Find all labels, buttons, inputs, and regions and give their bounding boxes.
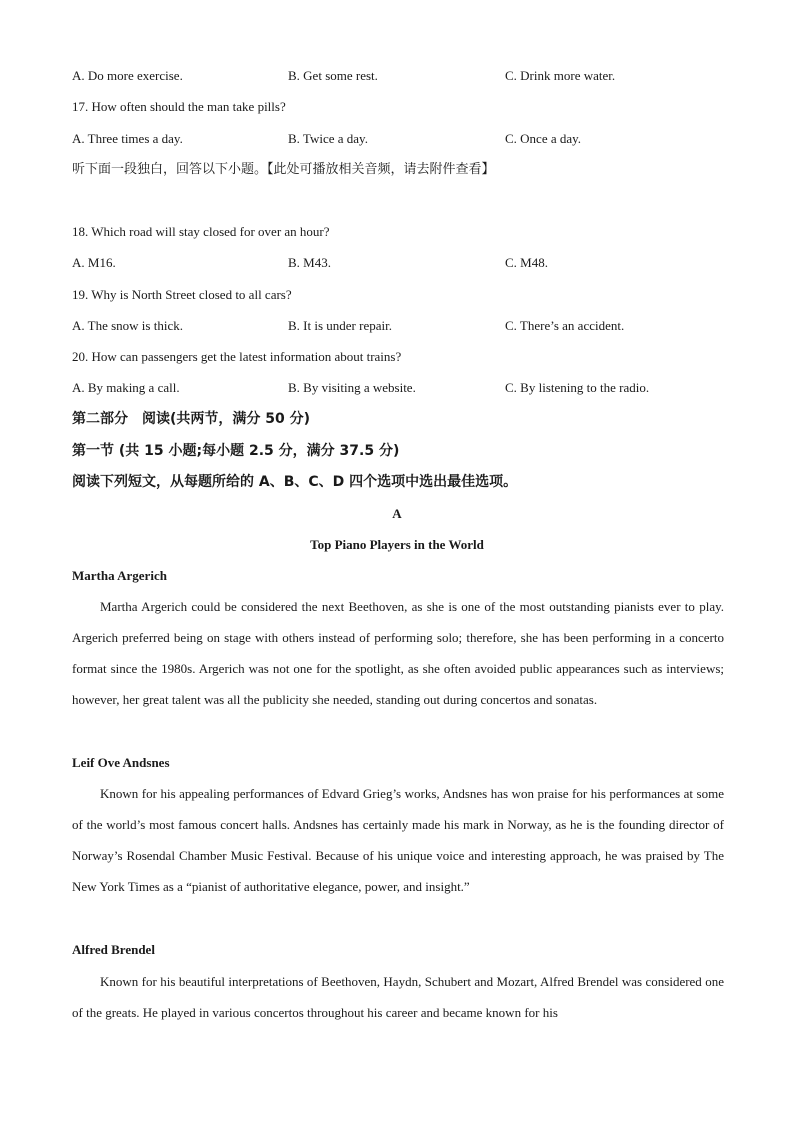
q19-option-a: A. The snow is thick.	[72, 318, 183, 333]
q16-options	[72, 67, 732, 85]
q20-option-b: B. By visiting a website.	[288, 380, 416, 395]
q16-option-b: B. Get some rest.	[288, 68, 378, 83]
passage-letter: A	[392, 506, 402, 521]
reading-instruction: 阅读下列短文，从每题所给的 A、B、C、D 四个选项中选出最佳选项。	[72, 474, 518, 490]
q20-options	[72, 379, 732, 397]
paragraph: Known for his appealing performances of Edvard Grieg’s works, Andsnes has won praise for his performances at some of the world’s most famous concert halls. Andsnes has certainly made his mark in Norway, as he is the founding director of Norway’s Rosendal Chamber Music Festival. Because of his unique voice and interesting approach, he was praised by The New York Times as a “pianist of authoritative elegance, power, and insight.”	[72, 786, 724, 894]
q18-option-c: C. M48.	[505, 255, 548, 270]
part2-heading: 第二部分 阅读(共两节，满分 50 分)	[72, 411, 311, 427]
pianist-text-argerich	[72, 591, 724, 715]
q18-option-b: B. M43.	[288, 255, 331, 270]
section1-heading: 第一节 (共 15 小题;每小题 2.5 分，满分 37.5 分)	[72, 443, 400, 459]
q17-option-b: B. Twice a day.	[288, 131, 368, 146]
q16-option-a: A. Do more exercise.	[72, 68, 183, 83]
q18-option-a: A. M16.	[72, 255, 116, 270]
q18-question: 18. Which road will stay closed for over an hour?	[72, 224, 330, 239]
q17-option-a: A. Three times a day.	[72, 131, 183, 146]
q19-question: 19. Why is North Street closed to all cars?	[72, 287, 292, 302]
pianist-name-argerich: Martha Argerich	[72, 568, 167, 583]
q19-options	[72, 317, 732, 335]
q17-option-c: C. Once a day.	[505, 131, 582, 146]
q17-question: 17. How often should the man take pills?	[72, 99, 286, 114]
pianist-name-andsnes: Leif Ove Andsnes	[72, 755, 170, 770]
paragraph: Known for his beautiful interpretations of Beethoven, Haydn, Schubert and Mozart, Alfred Brendel was considered one of the greats. He played in various concertos throughout his career and became known for his	[72, 974, 724, 1020]
q20-option-c: C. By listening to the radio.	[505, 380, 650, 395]
pianist-name-brendel: Alfred Brendel	[72, 942, 155, 957]
q19-option-b: B. It is under repair.	[288, 318, 392, 333]
paragraph: Martha Argerich could be considered the next Beethoven, as she is one of the most outstanding pianists ever to play. Argerich preferred being on stage with others instead of performing solo; therefore, she has been performing in a concerto format since the 1980s. Argerich was not one for the spotlight, as she often avoided public appearances such as interviews; however, her great talent was all the publicity she needed, standing out during concertos and sonatas.	[72, 599, 724, 707]
q16-option-c: C. Drink more water.	[505, 68, 616, 83]
q20-question: 20. How can passengers get the latest information about trains?	[72, 349, 402, 364]
passage-title: Top Piano Players in the World	[310, 537, 484, 552]
pianist-text-andsnes	[72, 778, 724, 902]
q19-option-c: C. There’s an accident.	[505, 318, 625, 333]
q18-options	[72, 254, 732, 272]
monologue-instruction: 听下面一段独白，回答以下小题。【此处可播放相关音频，请去附件查看】	[72, 162, 495, 177]
q17-options	[72, 130, 732, 148]
q20-option-a: A. By making a call.	[72, 380, 180, 395]
pianist-text-brendel	[72, 966, 724, 1028]
